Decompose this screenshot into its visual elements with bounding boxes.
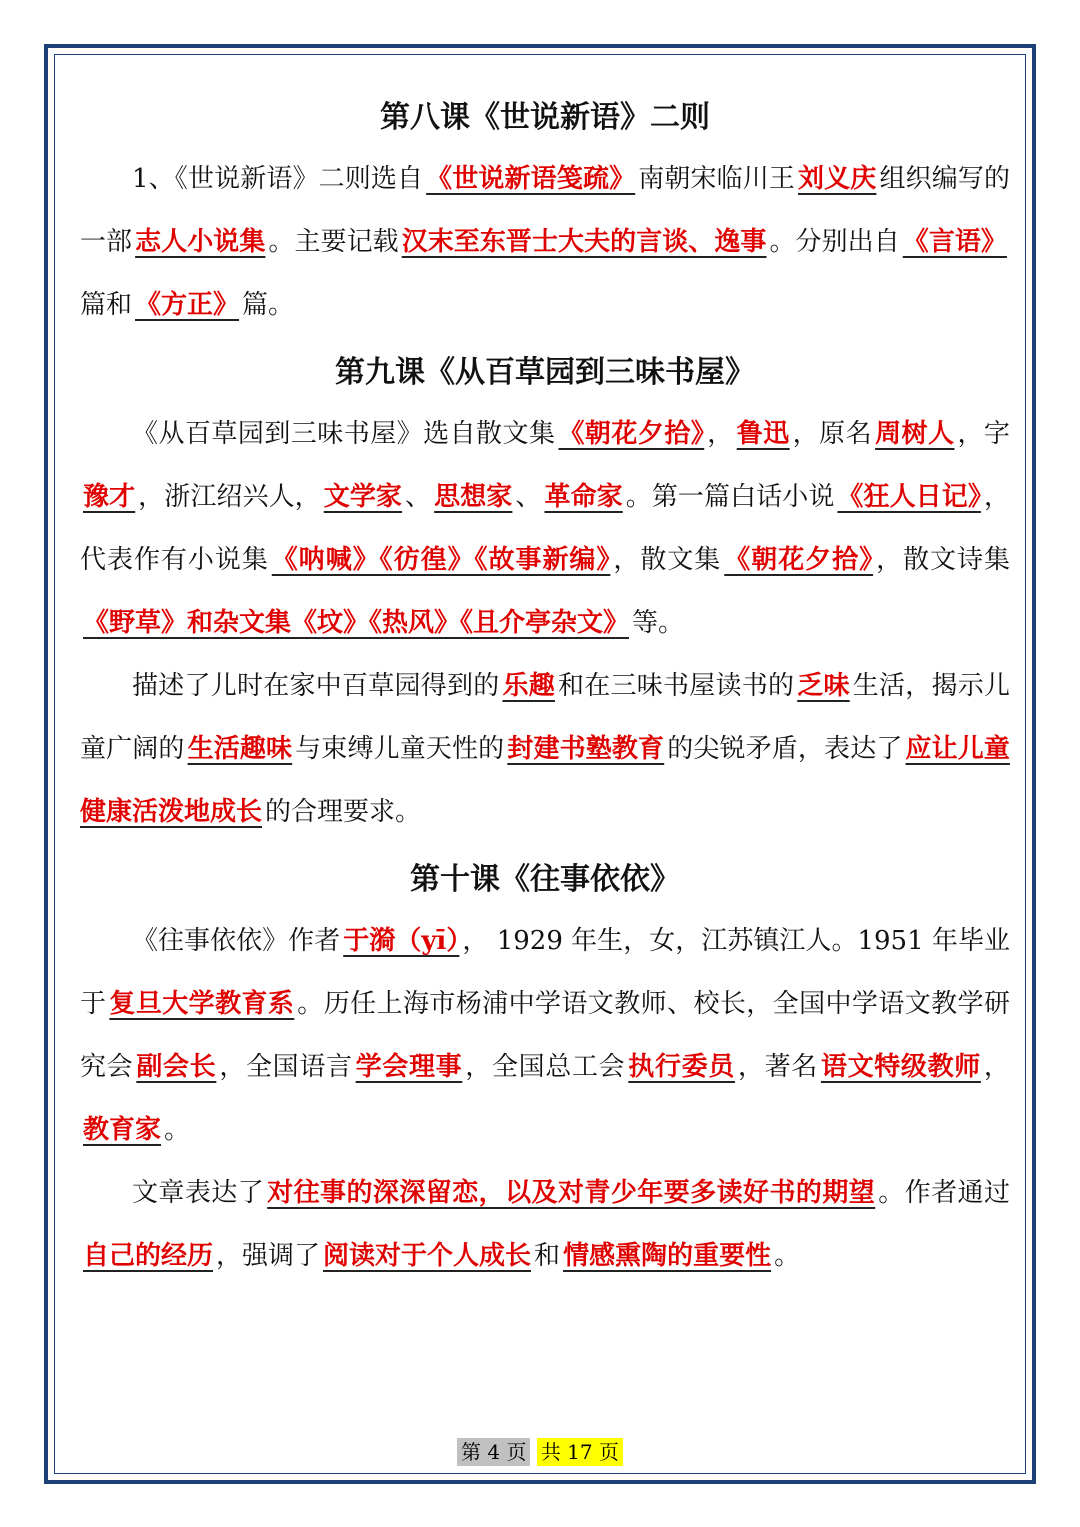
lesson9-paragraph-2 [80,655,1010,844]
text: ，强调了 [216,1241,321,1271]
text: 的合理要求。 [265,797,422,827]
text: 。分别出自 [769,227,900,257]
text: 、 [515,482,542,512]
answer: 对往事的深深留恋，以及对青少年要多读好书的期望 [267,1178,876,1208]
answer: 《狂人日记》 [837,482,981,512]
document-body [80,88,1010,1288]
answer: 生活趣味 [187,734,293,764]
answer: 乏味 [797,671,850,701]
page-number: 第 4 页 [457,1438,530,1466]
text: ， 1929 年生，女，江苏镇江人。1951 年毕业于 [80,926,1010,1019]
answer: 副会长 [136,1052,217,1082]
answer: 教育家 [83,1115,162,1145]
answer: 应让儿童健康活泼地成长 [80,734,1010,827]
text: 组织编写的一部 [80,164,1010,257]
text: ，全国语言 [219,1052,353,1082]
text: 的尖锐矛盾，表达了 [667,734,903,764]
answer: 乐趣 [502,671,555,701]
lesson10-title: 第十课《往事依依》 [410,862,680,897]
answer: 志人小说集 [135,227,266,257]
text: ，原名 [792,419,873,449]
text: 和 [534,1241,561,1271]
text: 篇。 [242,290,295,320]
text: ，字 [957,419,1010,449]
text: 等。 [632,608,685,638]
text: 1、《世说新语》二则选自 [132,164,424,194]
text: 。 [774,1241,801,1271]
text: ， [983,1052,1010,1082]
text: ， [707,419,734,449]
text: 、 [405,482,432,512]
text: ，代表作有小说集 [80,482,1010,575]
text: 篇和 [80,290,133,320]
lesson8-paragraph [80,148,1010,337]
text: 《从百草园到三味书屋》选自散文集 [132,419,556,449]
text: 。历任上海市杨浦中学语文教师、校长，全国中学语文教学研究会 [80,989,1010,1082]
text: 南朝宋临川王 [638,164,796,194]
text: ，散文集 [613,545,722,575]
answer: 阅读对于个人成长 [323,1241,532,1271]
lesson8-title: 第八课《世说新语》二则 [380,100,710,135]
answer: 周树人 [875,419,955,449]
answer: 于漪（yī） [343,926,460,956]
page-total: 共 17 页 [537,1438,623,1466]
text: 。主要记载 [268,227,399,257]
answer: 封建书塾教育 [507,734,665,764]
answer: 《方正》 [135,290,240,320]
text: ，全国总工会 [465,1052,626,1082]
answer: 鲁迅 [736,419,790,449]
text: ，散文诗集 [876,545,1010,575]
text: 。 [164,1115,191,1145]
answer: 学会理事 [355,1052,463,1082]
answer: 文学家 [323,482,403,512]
text: 。作者通过 [878,1178,1010,1208]
answer: 革命家 [544,482,623,512]
answer: 情感熏陶的重要性 [563,1241,772,1271]
text: 描述了儿时在家中百草园得到的 [132,671,500,701]
answer: 《野草》和杂文集《坟》《热风》《且介亭杂文》 [83,608,630,638]
answer: 豫才 [83,482,136,512]
answer: 《呐喊》《彷徨》《故事新编》 [271,545,611,575]
lesson10-paragraph-2 [80,1162,1010,1288]
text: 生活，揭示儿童广阔的 [80,671,1010,764]
answer: 《世说新语笺疏》 [426,164,636,194]
text: ，浙江绍兴人， [138,482,321,512]
answer: 《言语》 [902,227,1007,257]
answer: 自己的经历 [83,1241,214,1271]
answer: 执行委员 [628,1052,735,1082]
answer: 语文特级教师 [820,1052,981,1082]
text: 。第一篇白话小说 [625,482,835,512]
answer: 汉末至东晋士大夫的言谈、逸事 [401,227,767,257]
answer: 《朝花夕拾》 [724,545,874,575]
answer: 思想家 [434,482,513,512]
lesson9-title: 第九课《从百草园到三味书屋》 [335,355,755,390]
answer: 复旦大学教育系 [109,989,295,1019]
answer: 刘义庆 [798,164,877,194]
lesson10-paragraph-1 [80,910,1010,1162]
text: 与束缚儿童天性的 [295,734,505,764]
page-footer [0,1436,1080,1465]
lesson9-paragraph-1 [80,403,1010,655]
text: ，著名 [737,1052,818,1082]
text: 《往事依依》作者 [132,926,341,956]
text: 文章表达了 [132,1178,265,1208]
answer: 《朝花夕拾》 [558,419,705,449]
text: 和在三味书屋读书的 [557,671,795,701]
